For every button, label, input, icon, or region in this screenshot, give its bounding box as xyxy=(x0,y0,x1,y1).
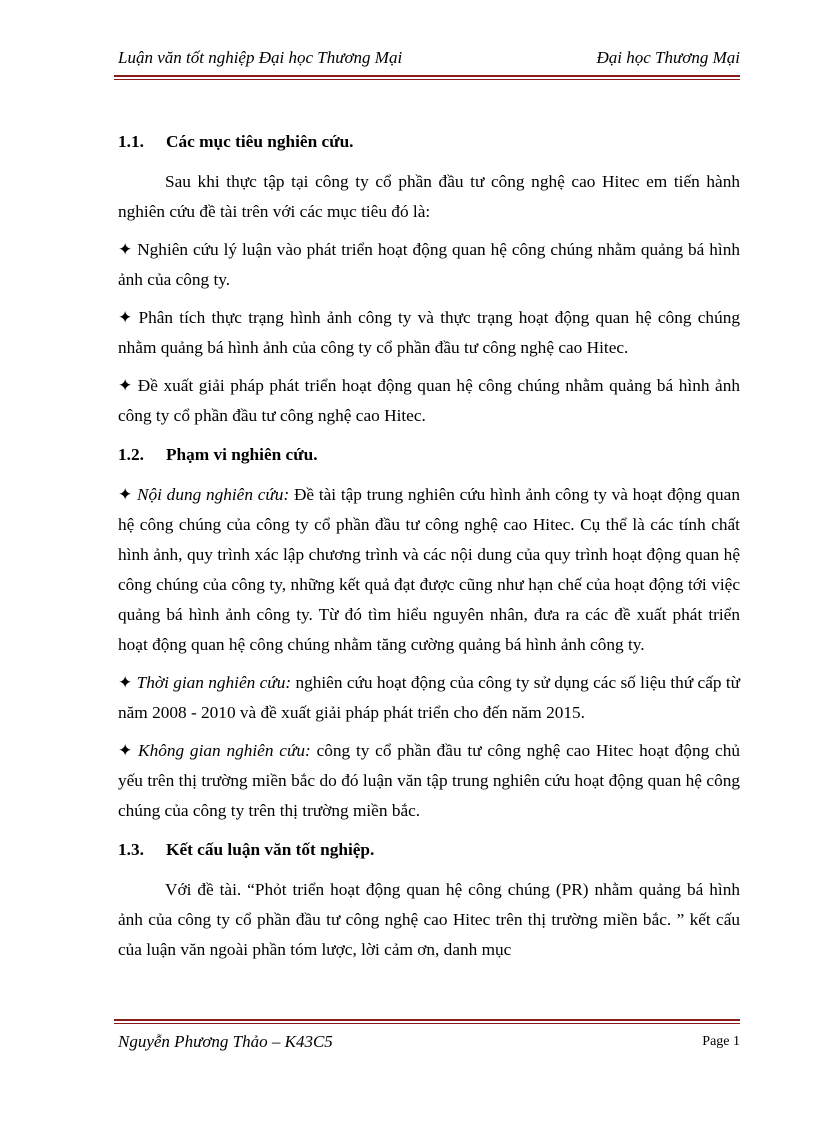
header-left-title: Luận văn tốt nghiệp Đại học Thương Mại xyxy=(118,48,403,67)
bullet-label: Không gian nghiên cứu: xyxy=(138,741,311,760)
bullet-paragraph xyxy=(118,303,740,363)
bullet-cross-icon: ✦ xyxy=(118,741,133,760)
bullet-label: Nội dung nghiên cứu: xyxy=(136,485,290,504)
footer-rule-thin xyxy=(114,1023,740,1024)
footer-page-number: Page 1 xyxy=(702,1034,740,1049)
section-title: Phạm vi nghiên cứu. xyxy=(166,445,318,464)
section-heading-1-3 xyxy=(118,837,740,863)
section-number: 1.2. xyxy=(118,445,144,464)
section-number: 1.1. xyxy=(118,132,144,151)
bullet-paragraph xyxy=(118,668,740,728)
page-header xyxy=(118,48,740,72)
bullet-cross-icon: ✦ xyxy=(118,485,133,504)
bullet-paragraph xyxy=(118,235,740,295)
bullet-cross-icon: ✦ xyxy=(118,308,133,327)
bullet-cross-icon: ✦ xyxy=(118,673,133,692)
bullet-text: Nghiên cứu lý luận vào phát triển hoạt động quan hệ công chúng nhằm quảng bá hình ảnh của công ty. xyxy=(118,240,740,289)
section-heading-1-1 xyxy=(118,129,740,155)
bullet-text: Phân tích thực trạng hình ảnh công ty và thực trạng hoạt động quan hệ công chúng nhằm quảng bá hình ảnh của công ty cổ phần đầu tư công nghệ cao Hitec. xyxy=(118,308,740,357)
paragraph-intro: Sau khi thực tập tại công ty cổ phần đầu tư công nghệ cao Hitec em tiến hành nghiên cứu đề tài trên với các mục tiêu đó là: xyxy=(118,172,740,221)
header-right-title: Đại học Thương Mại xyxy=(596,48,740,67)
section-number: 1.3. xyxy=(118,840,144,859)
paragraph-intro: Với đề tài. “Phỏt triển hoạt động quan hệ công chúng (PR) nhằm quảng bá hình ảnh của công ty cổ phần đầu tư công nghệ cao Hitec trên thị trường miền bắc. ” kết cấu của luận văn ngoài phần tóm lược, lời cảm ơn, danh mục xyxy=(118,880,740,959)
footer-rule-thick xyxy=(114,1019,740,1021)
bullet-cross-icon: ✦ xyxy=(118,376,133,395)
bullet-label: Thời gian nghiên cứu: xyxy=(136,673,292,692)
bullet-text: Đề tài tập trung nghiên cứu hình ảnh công ty và hoạt động quan hệ công chúng của công ty cổ phần đầu tư công nghệ cao Hitec. Cụ thể là các tính chất hình ảnh, quy trình xác lập chương trình và các nội dung của quy trình hoạt động quan hệ công chúng của công ty, những kết quả đạt được cũng như hạn chế của hoạt động tới việc quảng bá hình ảnh công ty. Từ đó tìm hiểu nguyên nhân, đưa ra các đề xuất phát triển hoạt động quan hệ công chúng nhằm tăng cường quảng bá hình ảnh công ty. xyxy=(118,485,740,654)
section-title: Các mục tiêu nghiên cứu. xyxy=(166,132,354,151)
header-rule-thin xyxy=(114,79,740,80)
bullet-text: công ty cổ phần đầu tư công nghệ cao Hitec hoạt động chủ yếu trên thị trường miền bắc do đó luận văn tập trung nghiên cứu hoạt động quan hệ công chúng của công ty trên thị trường miền bắc. xyxy=(118,741,740,820)
bullet-paragraph xyxy=(118,371,740,431)
section-title: Kết cấu luận văn tốt nghiệp. xyxy=(166,840,375,859)
bullet-paragraph xyxy=(118,736,740,826)
footer-author: Nguyễn Phương Thảo – K43C5 xyxy=(118,1032,333,1051)
bullet-text: nghiên cứu hoạt động của công ty sử dụng các số liệu thứ cấp từ năm 2008 - 2010 và đề xuất giải pháp phát triển cho đến năm 2015. xyxy=(118,673,740,722)
bullet-cross-icon: ✦ xyxy=(118,240,133,259)
header-rule-thick xyxy=(114,75,740,77)
page-footer xyxy=(118,1032,740,1056)
bullet-paragraph xyxy=(118,480,740,660)
page-body xyxy=(118,118,740,973)
bullet-text: Đề xuất giải pháp phát triển hoạt động quan hệ công chúng nhằm quảng bá hình ảnh công ty cổ phần đầu tư công nghệ cao Hitec. xyxy=(118,376,740,425)
section-heading-1-2 xyxy=(118,442,740,468)
